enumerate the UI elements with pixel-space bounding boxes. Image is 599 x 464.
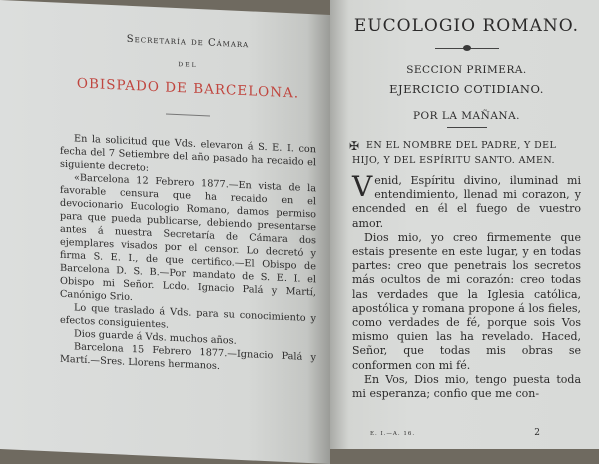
invocation xyxy=(349,138,581,168)
paragraph: Dios guarde á Vds. muchos años. xyxy=(74,328,237,347)
ornament-divider xyxy=(435,44,499,52)
footer-signature: E. I.—A. 16. xyxy=(370,431,416,437)
paragraph: En Vos, Dios mio, tengo puesta toda mi esperanza; confio que me con- xyxy=(352,372,581,401)
book-title: EUCOLOGIO ROMANO. xyxy=(353,16,580,36)
paragraph: «Barcelona 12 Febrero 1877.—En vista de la favorable censura que ha recaido en el devocionario Eucologio Romano, damos permiso para que pueda publicarse, debiendo presentarse antes á nuestra Secretaría de Cámara dos ejemplares visados por el censor. Lo decretó y firma S. E. I., de que certifico.—El Obispo de Barcelona D. S. B.—Por mandato de S. E. I. el Obispo mi Señor. Lcdo. Ignacio Palá y Martí, Canónigo Srio. xyxy=(60,172,316,304)
decree-text xyxy=(60,132,316,378)
exercise-heading: EJERCICIO COTIDIANO. xyxy=(389,82,544,96)
page-number: 2 xyxy=(534,428,540,438)
drop-cap: V xyxy=(352,170,373,203)
paragraph xyxy=(352,170,581,231)
paragraph: Dios mio, yo creo firmemente que estais presente en este lugar, y en todas partes: creo que penetrais los secretos más ocultos de mi corazón: creo todas las verdades que la Iglesia católica, apostólica y romana propone á los fieles, como verdades de fé, porque sois Vos mismo quien las ha revelado. Haced, Señor, que todas mis obras se conformen con mi fé. xyxy=(352,230,581,372)
section-heading: SECCION PRIMERA. xyxy=(406,64,527,76)
paragraph-text: enid, Espíritu divino, iluminad mi entendimiento, llenad mi corazon, y encended en él el fuego de vuestro amor. xyxy=(352,174,581,230)
paragraph: Barcelona 15 Febrero 1877.—Ignacio Palá y Martí.—Sres. Llorens hermanos. xyxy=(60,341,316,372)
prayer-text xyxy=(352,170,581,401)
del-label: DEL xyxy=(178,61,198,69)
divider xyxy=(447,127,487,128)
page-footer xyxy=(370,428,580,438)
bishopric-heading: OBISPADO DE BARCELONA. xyxy=(76,75,300,102)
paragraph: En la solicitud que Vds. elevaron á S. E. I. con fecha del 7 Setiembre del año pasado ha recaido el siguiente decreto: xyxy=(60,133,316,174)
paragraph: Lo que traslado á Vds. para su conocimiento y efectos consiguientes. xyxy=(60,302,316,331)
divider xyxy=(166,114,210,117)
invocation-line-2: HIJO, Y DEL ESPÍRITU SANTO. AMEN. xyxy=(352,155,555,166)
morning-heading: POR LA MAÑANA. xyxy=(412,110,521,122)
right-page xyxy=(330,0,599,449)
cross-icon: ✠ xyxy=(349,139,360,153)
invocation-line-1: EN EL NOMBRE DEL PADRE, Y DEL xyxy=(366,140,557,151)
secretaria-heading: Secretaría de Cámara xyxy=(126,33,250,51)
